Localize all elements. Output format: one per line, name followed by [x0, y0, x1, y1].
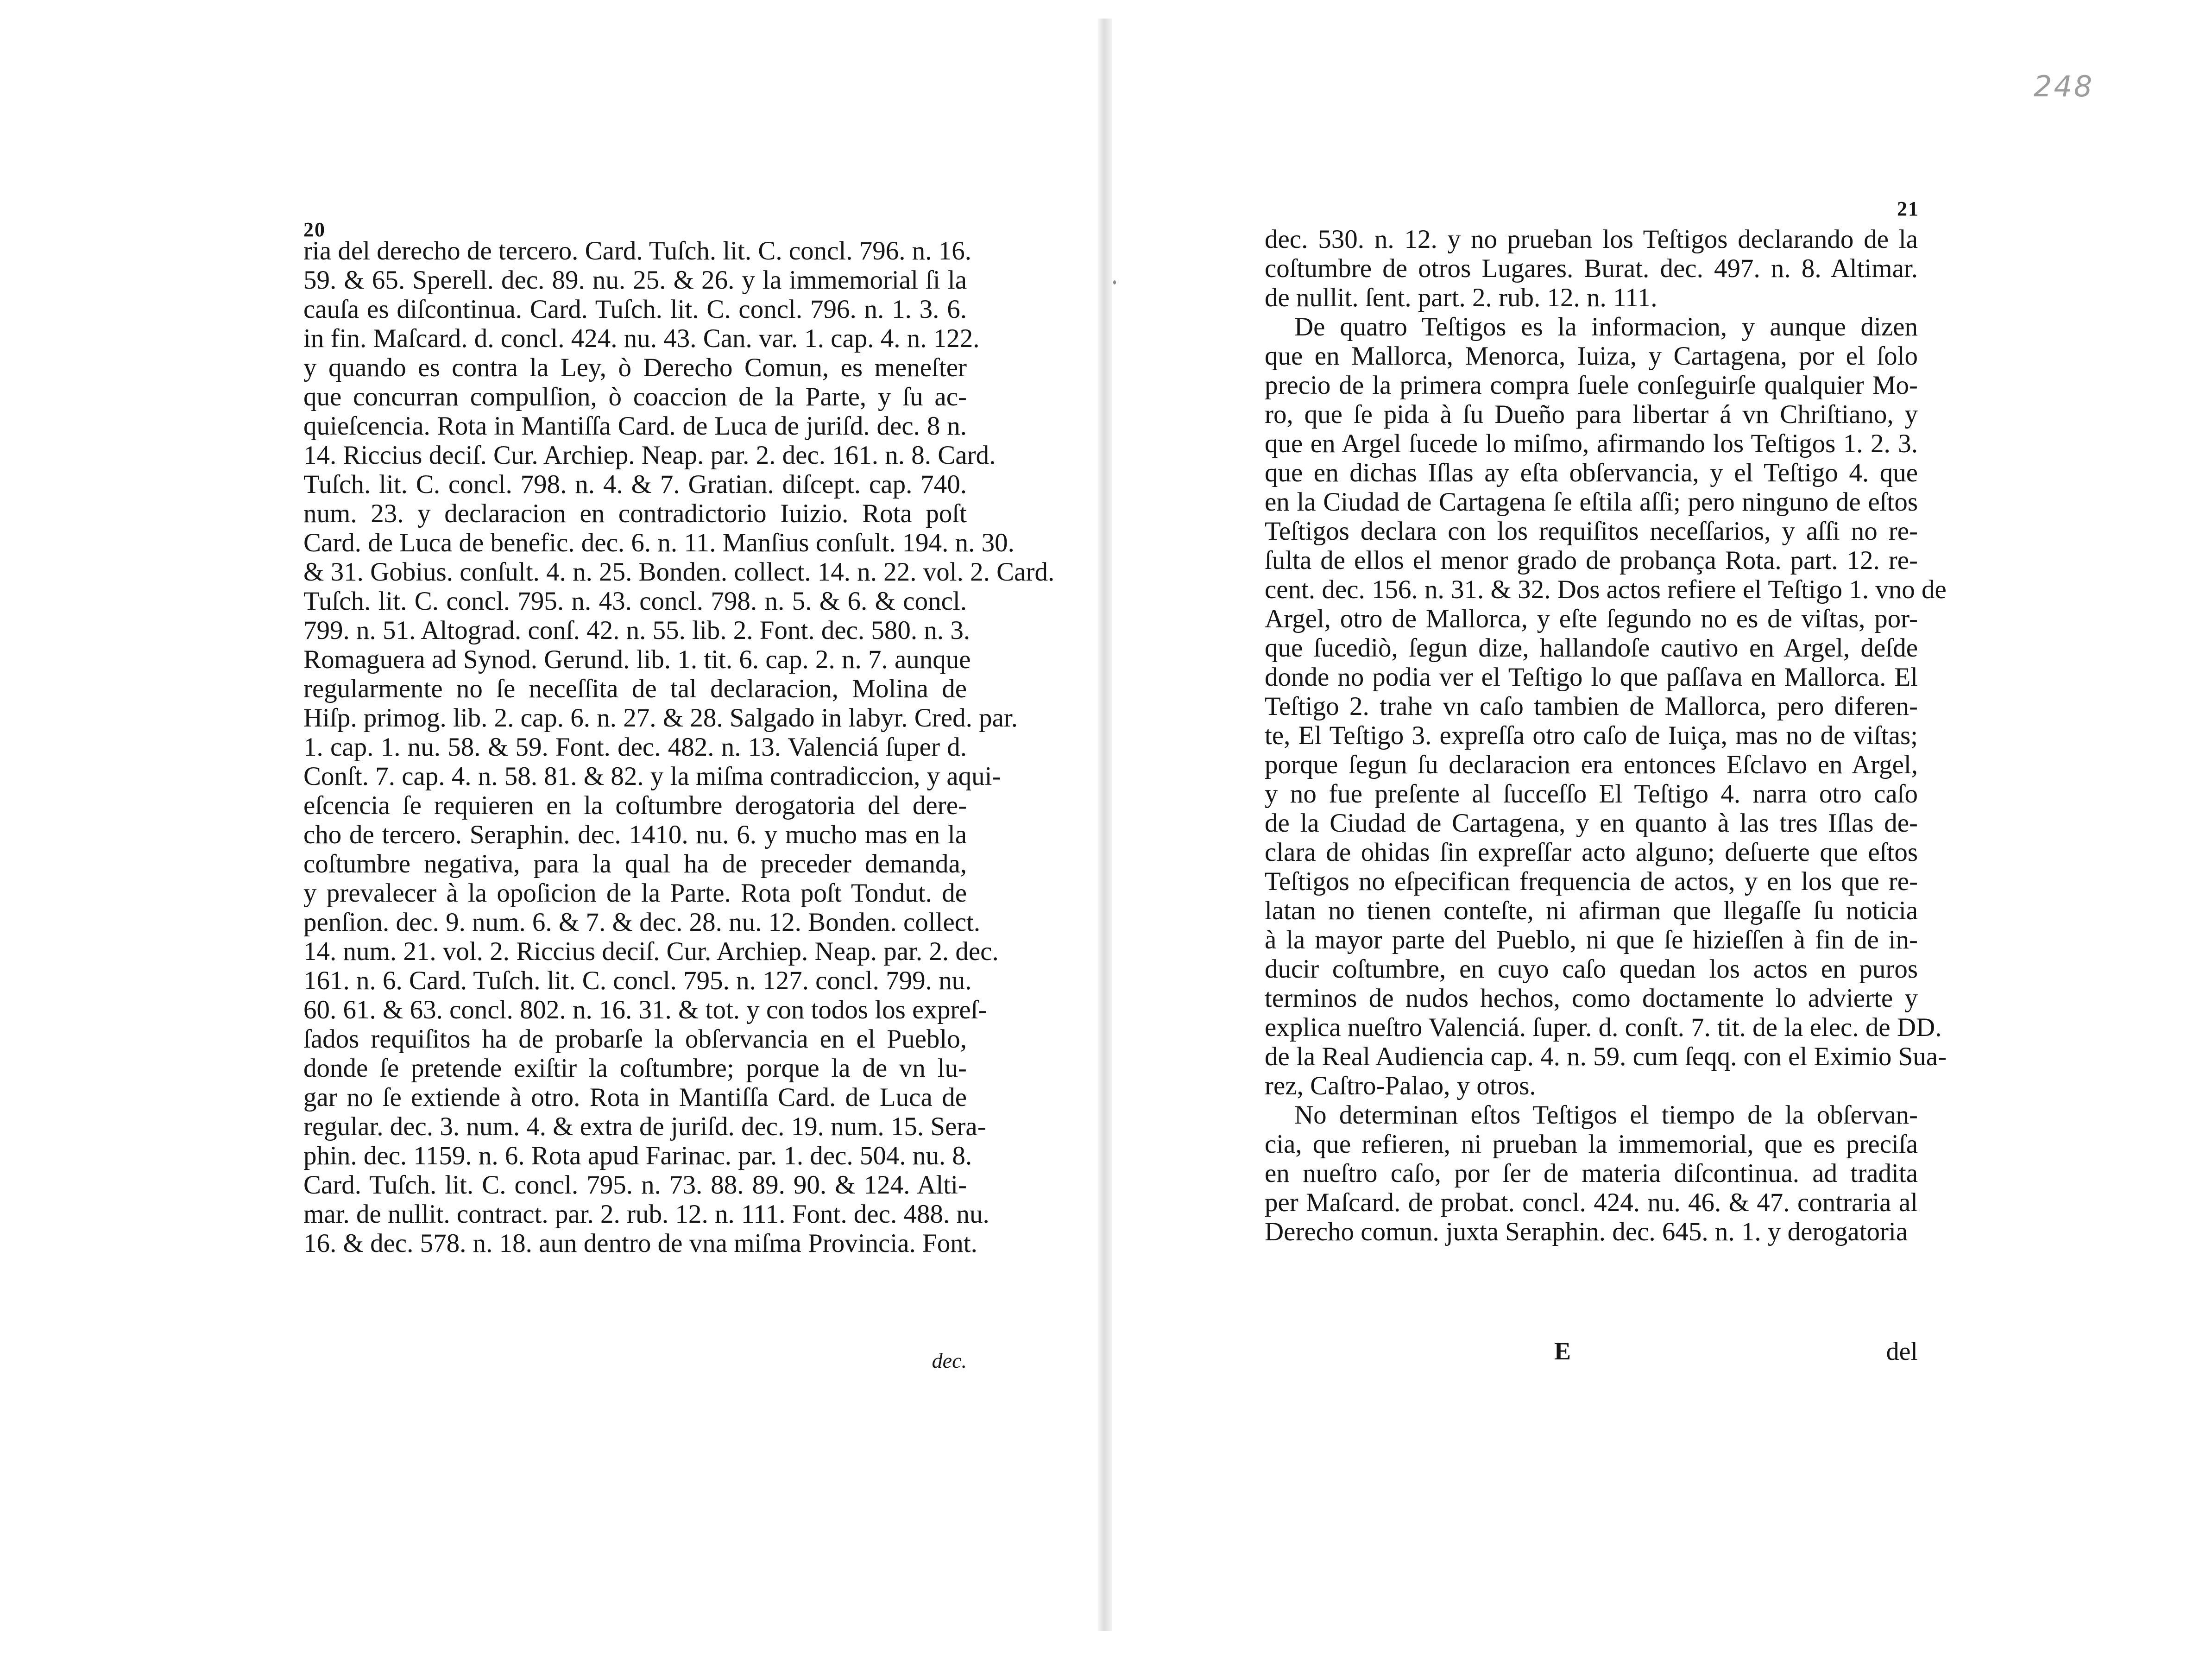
text-line: regular. dec. 3. num. 4. & extra de juriſd. dec. 19. num. 15. Sera-: [303, 1112, 986, 1141]
text-line: donde no podia ver el Teſtigo lo que paſſava en Mallorca. El: [1265, 663, 1918, 692]
text-line: Teſtigos no eſpecifican frequencia de actos, y en los que re-: [1265, 867, 1918, 896]
text-line: 59. & 65. Sperell. dec. 89. nu. 25. & 26. y la immemorial ſi la: [303, 265, 967, 295]
text-line: ro, que ſe pida à ſu Dueño para libertar á vn Chriſtiano, y: [1265, 400, 1918, 429]
text-line: que en dichas Iſlas ay eſta obſervancia, y el Teſtigo 4. que: [1265, 458, 1918, 487]
text-line: cent. dec. 156. n. 31. & 32. Dos actos refiere el Teſtigo 1. vno de: [1265, 575, 1947, 604]
text-line: ducir coſtumbre, en cuyo caſo quedan los actos en puros: [1265, 954, 1918, 984]
text-line: y prevalecer à la opoſicion de la Parte. Rota poſt Tondut. de: [303, 878, 967, 908]
text-line: De quatro Teſtigos es la informacion, y aunque dizen: [1294, 312, 1918, 341]
text-line: Derecho comun. juxta Seraphin. dec. 645. n. 1. y derogatoria: [1265, 1217, 1908, 1246]
text-line: cia, que refieren, ni prueban la immemorial, que es preciſa: [1265, 1130, 1918, 1159]
text-line: Argel, otro de Mallorca, y eſte ſegundo no es de viſtas, por-: [1265, 604, 1918, 633]
text-line: Card. Tuſch. lit. C. concl. 795. n. 73. 88. 89. 90. & 124. Alti-: [303, 1170, 967, 1200]
text-line: donde ſe pretende exiſtir la coſtumbre; porque la de vn lu-: [303, 1054, 967, 1083]
text-line: Tuſch. lit. C. concl. 795. n. 43. concl. 798. n. 5. & 6. & concl.: [303, 587, 967, 616]
text-line: No determinan eſtos Teſtigos el tiempo de la obſervan-: [1294, 1100, 1918, 1130]
left-page: [0, 0, 1103, 1674]
left-page-number: 20: [303, 218, 326, 241]
text-line: per Maſcard. de probat. concl. 424. nu. 46. & 47. contraria al: [1265, 1188, 1918, 1217]
text-line: porque ſegun ſu declaracion era entonces Eſclavo en Argel,: [1265, 750, 1918, 779]
signature-mark: E: [1554, 1337, 1571, 1365]
text-line: dec. 530. n. 12. y no prueban los Teſtigos declarando de la: [1265, 225, 1918, 254]
text-line: precio de la primera compra ſuele conſeguirſe qualquier Mo-: [1265, 371, 1918, 400]
text-line: in fin. Maſcard. d. concl. 424. nu. 43. Can. var. 1. cap. 4. n. 122.: [303, 324, 980, 353]
manuscript-folio-number: 248: [2034, 69, 2094, 103]
text-line: Card. de Luca de benefic. dec. 6. n. 11. Manſius conſult. 194. n. 30.: [303, 528, 1015, 557]
text-line: ſados requiſitos ha de probarſe la obſervancia en el Pueblo,: [303, 1024, 967, 1054]
text-line: cauſa es diſcontinua. Card. Tuſch. lit. C. concl. 796. n. 1. 3. 6.: [303, 295, 967, 324]
text-line: Teſtigo 2. trahe vn caſo tambien de Mallorca, pero diferen-: [1265, 692, 1918, 721]
text-line: te, El Teſtigo 3. expreſſa otro caſo de Iuiça, mas no de viſtas;: [1265, 721, 1918, 750]
text-line: latan no tienen conteſte, ni afirman que llegaſſe ſu noticia: [1265, 896, 1918, 925]
text-line: ſulta de ellos el menor grado de probança Rota. part. 12. re-: [1265, 546, 1918, 575]
text-line: num. 23. y declaracion en contradictorio Iuizio. Rota poſt: [303, 499, 967, 528]
text-line: en nueſtro caſo, por ſer de materia diſcontinua. ad tradita: [1265, 1159, 1918, 1188]
text-line: de la Ciudad de Cartagena, y en quanto à las tres Iſlas de-: [1265, 809, 1918, 838]
text-line: de la Real Audiencia cap. 4. n. 59. cum ſeqq. con el Eximio Sua-: [1265, 1042, 1947, 1071]
text-line: 14. Riccius deciſ. Cur. Archiep. Neap. par. 2. dec. 161. n. 8. Card.: [303, 441, 996, 470]
text-line: Tuſch. lit. C. concl. 798. n. 4. & 7. Gratian. diſcept. cap. 740.: [303, 470, 967, 499]
text-line: gar no ſe extiende à otro. Rota in Mantiſſa Card. de Luca de: [303, 1083, 967, 1112]
left-text-column: [303, 236, 1055, 1258]
text-line: 161. n. 6. Card. Tuſch. lit. C. concl. 795. n. 127. concl. 799. nu.: [303, 966, 972, 995]
text-line: ria del derecho de tercero. Card. Tuſch. lit. C. concl. 796. n. 16.: [303, 236, 972, 265]
text-line: eſcencia ſe requieren en la coſtumbre derogatoria del dere-: [303, 791, 967, 820]
right-text-column: [1265, 225, 1947, 1246]
text-line: 16. & dec. 578. n. 18. aun dentro de vna miſma Provincia. Font.: [303, 1229, 977, 1258]
text-line: coſtumbre de otros Lugares. Burat. dec. 497. n. 8. Altimar.: [1265, 254, 1918, 283]
text-line: Conſt. 7. cap. 4. n. 58. 81. & 82. y la miſma contradiccion, y aqui-: [303, 762, 1001, 791]
right-page-number: 21: [1897, 197, 1919, 220]
text-line: coſtumbre negativa, para la qual ha de preceder demanda,: [303, 849, 967, 878]
text-line: quieſcencia. Rota in Mantiſſa Card. de Luca de juriſd. dec. 8 n.: [303, 411, 967, 441]
text-line: 1. cap. 1. nu. 58. & 59. Font. dec. 482. n. 13. Valenciá ſuper d.: [303, 733, 967, 762]
text-line: mar. de nullit. contract. par. 2. rub. 12. n. 111. Font. dec. 488. nu.: [303, 1200, 989, 1229]
text-line: Teſtigos declara con los requiſitos neceſſarios, y aſſi no re-: [1265, 517, 1918, 546]
text-line: 799. n. 51. Altograd. conſ. 42. n. 55. lib. 2. Font. dec. 580. n. 3.: [303, 616, 971, 645]
text-line: Romaguera ad Synod. Gerund. lib. 1. tit. 6. cap. 2. n. 7. aunque: [303, 645, 971, 674]
text-line: y no fue preſente al ſucceſſo El Teſtigo 4. narra otro caſo: [1265, 779, 1918, 809]
text-line: & 31. Gobius. conſult. 4. n. 25. Bonden. collect. 14. n. 22. vol. 2. Card.: [303, 557, 1055, 587]
text-line: que en Argel ſucede lo miſmo, afirmando los Teſtigos 1. 2. 3.: [1265, 429, 1918, 458]
right-catchword: del: [1886, 1337, 1918, 1366]
text-line: y quando es contra la Ley, ò Derecho Comun, es meneſter: [303, 353, 967, 382]
text-line: terminos de nudos hechos, como doctamente lo advierte y: [1265, 984, 1918, 1013]
text-line: que ſucediò, ſegun dize, hallandoſe cautivo en Argel, deſde: [1265, 633, 1918, 663]
text-line: clara de ohidas ſin expreſſar acto alguno; deſuerte que eſtos: [1265, 838, 1918, 867]
left-catchword: dec.: [932, 1349, 967, 1372]
text-line: 14. num. 21. vol. 2. Riccius deciſ. Cur. Archiep. Neap. par. 2. dec.: [303, 937, 999, 966]
text-line: regularmente no ſe neceſſita de tal declaracion, Molina de: [303, 674, 967, 703]
text-line: penſion. dec. 9. num. 6. & 7. & dec. 28. nu. 12. Bonden. collect.: [303, 908, 981, 937]
text-line: en la Ciudad de Cartagena ſe eſtila aſſi; pero ninguno de eſtos: [1265, 487, 1918, 517]
text-line: à la mayor parte del Pueblo, ni que ſe hizieſſen à fin de in-: [1265, 925, 1918, 954]
text-line: 60. 61. & 63. concl. 802. n. 16. 31. & tot. y con todos los expreſ-: [303, 995, 987, 1024]
text-line: rez, Caſtro-Palao, y otros.: [1265, 1071, 1536, 1100]
ink-speck: [1113, 280, 1116, 284]
text-line: cho de tercero. Seraphin. dec. 1410. nu. 6. y mucho mas en la: [303, 820, 967, 849]
text-line: phin. dec. 1159. n. 6. Rota apud Farinac. par. 1. dec. 504. nu. 8.: [303, 1141, 972, 1170]
text-line: explica nueſtro Valenciá. ſuper. d. conſt. 7. tit. de la elec. de DD.: [1265, 1013, 1942, 1042]
text-line: que en Mallorca, Menorca, Iuiza, y Cartagena, por el ſolo: [1265, 341, 1918, 371]
text-line: Hiſp. primog. lib. 2. cap. 6. n. 27. & 28. Salgado in labyr. Cred. par.: [303, 703, 1018, 733]
text-line: de nullit. ſent. part. 2. rub. 12. n. 111.: [1265, 283, 1657, 312]
text-line: que concurran compulſion, ò coaccion de la Parte, y ſu ac-: [303, 382, 967, 411]
